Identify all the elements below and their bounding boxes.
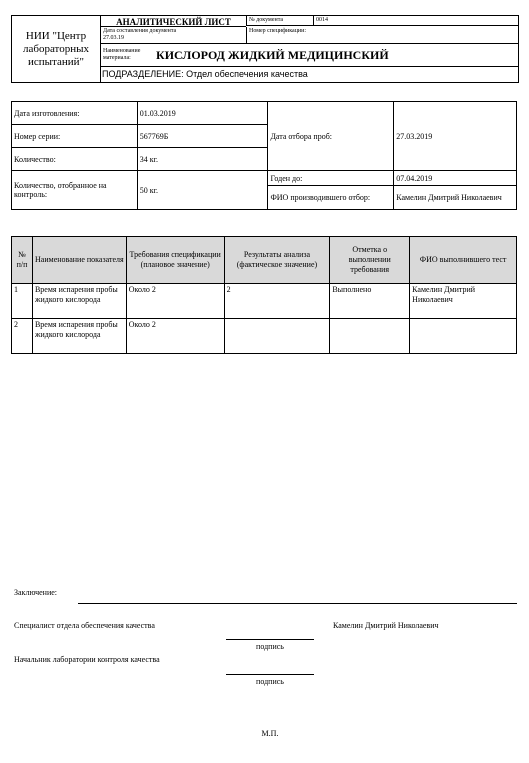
qty-label: Количество: [12,148,138,171]
table-row [12,284,517,319]
specialist-label: Специалист отдела обеспечения качества [14,621,155,630]
conclusion-label: Заключение: [14,588,58,597]
doc-number-value: 0014 [313,16,518,26]
batch-value: 567769Б [137,125,268,148]
sample-qty-label: Количество, отобранное на контроль: [12,171,138,210]
cell-status [330,319,410,354]
cell-spec: Около 2 [126,319,224,354]
sample-qty-value: 50 кг. [137,171,268,210]
organization-name: НИИ "Центр лабораторных испытаний" [12,16,101,82]
document-title: АНАЛИТИЧЕСКИЙ ЛИСТ [101,16,246,27]
results-table [11,236,517,354]
qty-value: 34 кг. [137,148,268,171]
cell-tester [410,319,517,354]
cell-result [224,319,330,354]
batch-label: Номер серии: [12,125,138,148]
valid-until-value: 07.04.2019 [394,171,517,186]
signature-caption-1: подпись [256,642,284,651]
cell-status: Выполнено [330,284,410,319]
signature-line-1 [226,639,314,640]
cell-number: 1 [12,284,33,319]
batch-info-table [11,101,517,210]
cell-number: 2 [12,319,33,354]
cell-result: 2 [224,284,330,319]
mfg-date-value: 01.03.2019 [137,102,268,125]
material-name: КИСЛОРОД ЖИДКИЙ МЕДИЦИНСКИЙ [156,48,389,62]
doc-date-label: Дата составления документа [103,28,177,34]
table-header-row [12,237,517,284]
department: ПОДРАЗДЕЛЕНИЕ: Отдел обеспечения качества [101,66,518,82]
doc-date-cell [101,27,246,44]
specialist-name: Камелин Дмитрий Николаевич [333,621,439,630]
col-header-tester: ФИО выполнившего тест [410,237,517,284]
material-label: Наименование материала: [103,48,141,61]
sampler-label: ФИО производившего отбор: [268,186,394,210]
col-header-spec: Требования спецификации (плановое значение) [126,237,224,284]
head-label: Начальник лаборатории контроля качества [14,655,160,664]
cell-spec: Около 2 [126,284,224,319]
cell-tester: Камелин Дмитрий Николаевич [410,284,517,319]
signature-line-2 [226,674,314,675]
sampling-date-label: Дата отбора проб: [268,102,394,171]
doc-number-label: № документа [246,16,313,26]
spec-number-label: Номер спецификации: [246,27,518,44]
table-row [12,319,517,354]
conclusion-line [78,603,517,604]
mfg-date-label: Дата изготовления: [12,102,138,125]
document-header [11,15,519,83]
sampler-value: Камелин Дмитрий Николаевич [394,186,517,210]
col-header-result: Результаты анализа (фактическое значение) [224,237,330,284]
stamp-place: М.П. [261,729,279,738]
col-header-status: Отметка о выполнении требования [330,237,410,284]
doc-date-value: 27.03.19 [103,35,124,41]
signature-caption-2: подпись [256,677,284,686]
cell-parameter: Время испарения пробы жидкого кислорода [32,319,126,354]
valid-until-label: Годен до: [268,171,394,186]
col-header-number: № п/п [12,237,33,284]
cell-parameter: Время испарения пробы жидкого кислорода [32,284,126,319]
sampling-date-value: 27.03.2019 [394,102,517,171]
col-header-parameter: Наименование показателя [32,237,126,284]
